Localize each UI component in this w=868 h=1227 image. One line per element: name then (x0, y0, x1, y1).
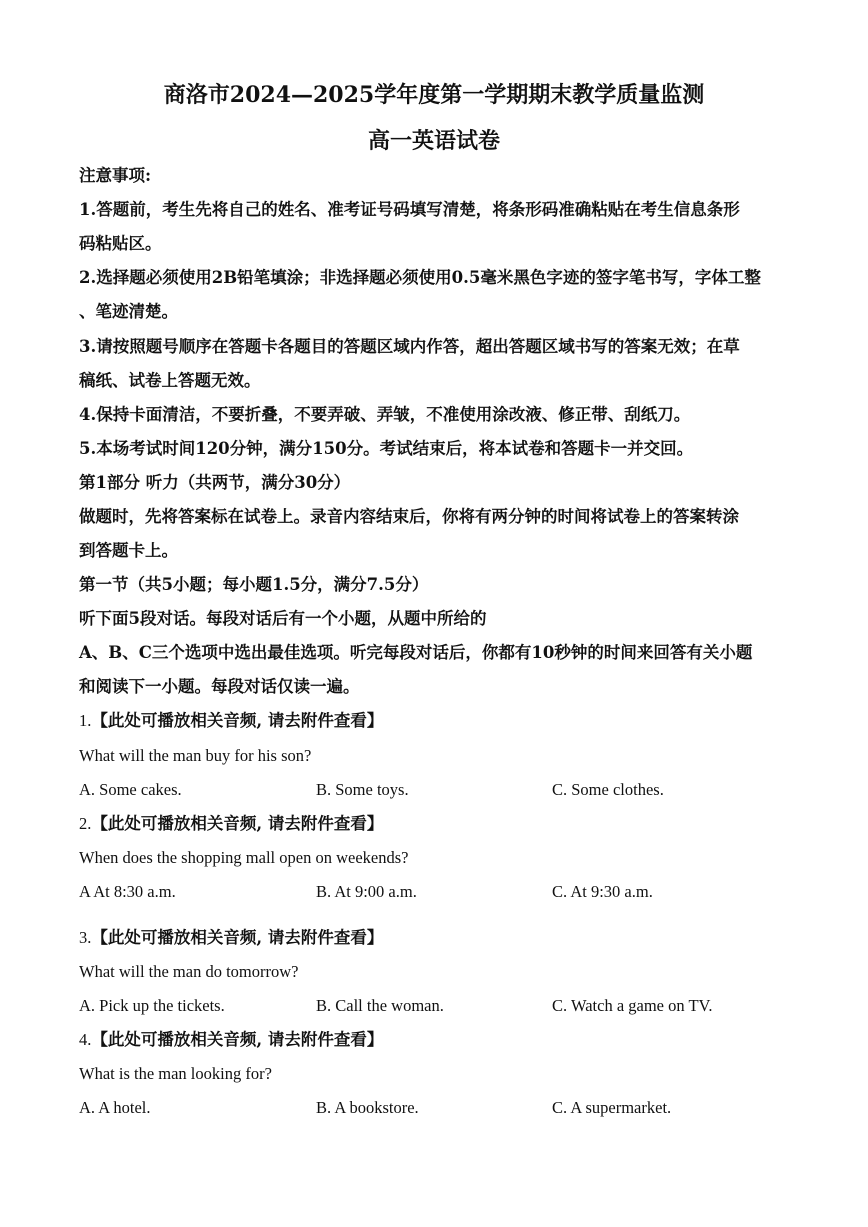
question-1-option-a: A. Some cakes. (79, 780, 182, 799)
question-3-option-a: A. Pick up the tickets. (79, 996, 225, 1015)
question-2-text: When does the shopping mall open on weekends? (79, 848, 409, 867)
part1-instruction-line-2: 到答题卡上。 (79, 541, 178, 560)
question-1-number: 1. (79, 711, 92, 730)
exam-subtitle: 高一英语试卷 (367, 128, 500, 154)
question-1-text: What will the man buy for his son? (79, 746, 312, 765)
section1-instruction-line-1: 听下面5段对话。每段对话后有一个小题，从题中所给的 (79, 609, 487, 628)
question-2-header (79, 813, 383, 835)
question-3-option-c: C. Watch a game on TV. (552, 996, 713, 1015)
note-item-2-line-2: 、笔迹清楚。 (79, 302, 178, 321)
audio-note-link[interactable]: 【此处可播放相关音频, 请去附件查看】 (91, 711, 384, 730)
section1-heading: 第一节（共5小题；每小题1.5分，满分7.5分） (79, 575, 429, 594)
question-4-number: 4. (79, 1030, 92, 1049)
section1-instruction-line-3: 和阅读下一小题。每段对话仅读一遍。 (79, 677, 360, 696)
question-2-option-b: B. At 9:00 a.m. (316, 882, 417, 901)
audio-note-link[interactable]: 【此处可播放相关音频, 请去附件查看】 (91, 814, 384, 833)
question-2-option-a: A At 8:30 a.m. (79, 882, 176, 901)
question-2-option-c: C. At 9:30 a.m. (552, 882, 653, 901)
audio-note-link[interactable]: 【此处可播放相关音频, 请去附件查看】 (91, 928, 384, 947)
section1-instruction-line-2: A、B、C三个选项中选出最佳选项。听完每段对话后，你都有10秒钟的时间来回答有关小题 (79, 643, 753, 662)
question-4-header (79, 1029, 383, 1051)
note-item-3-line-2: 稿纸、试卷上答题无效。 (79, 371, 261, 390)
question-3-number: 3. (79, 928, 92, 947)
note-item-3-line-1: 3.请按照题号顺序在答题卡各题目的答题区域内作答，超出答题区域书写的答案无效；在草 (79, 337, 740, 356)
question-1-option-c: C. Some clothes. (552, 780, 664, 799)
question-4-option-b: B. A bookstore. (316, 1098, 419, 1117)
question-4-option-a: A. A hotel. (79, 1098, 151, 1117)
question-4-option-c: C. A supermarket. (552, 1098, 672, 1117)
question-4-text: What is the man looking for? (79, 1064, 272, 1083)
note-item-1-line-2: 码粘贴区。 (79, 234, 162, 253)
question-3-text: What will the man do tomorrow? (79, 962, 299, 981)
question-3-option-b: B. Call the woman. (316, 996, 444, 1015)
question-1-header (79, 710, 383, 732)
note-item-4: 4.保持卡面清洁，不要折叠，不要弄破、弄皱，不准使用涂改液、修正带、刮纸刀。 (79, 405, 691, 424)
note-item-1-line-1: 1.答题前，考生先将自己的姓名、准考证号码填写清楚，将条形码准确粘贴在考生信息条形 (79, 200, 740, 219)
exam-title: 商洛市2024—2025学年度第一学期期末教学质量监测 (163, 82, 705, 108)
question-3-header (79, 927, 383, 949)
audio-note-link[interactable]: 【此处可播放相关音频, 请去附件查看】 (91, 1030, 384, 1049)
note-item-5: 5.本场考试时间120分钟，满分150分。考试结束后，将本试卷和答题卡一并交回。 (79, 439, 694, 458)
note-item-2-line-1: 2.选择题必须使用2B铅笔填涂；非选择题必须使用0.5毫米黑色字迹的签字笔书写，字体工整 (79, 268, 761, 287)
notes-heading: 注意事项: (79, 166, 152, 185)
question-1-option-b: B. Some toys. (316, 780, 409, 799)
part1-heading: 第1部分 听力（共两节，满分30分） (79, 473, 351, 492)
question-2-number: 2. (79, 814, 92, 833)
part1-instruction-line-1: 做题时，先将答案标在试卷上。录音内容结束后，你将有两分钟的时间将试卷上的答案转涂 (79, 507, 739, 526)
